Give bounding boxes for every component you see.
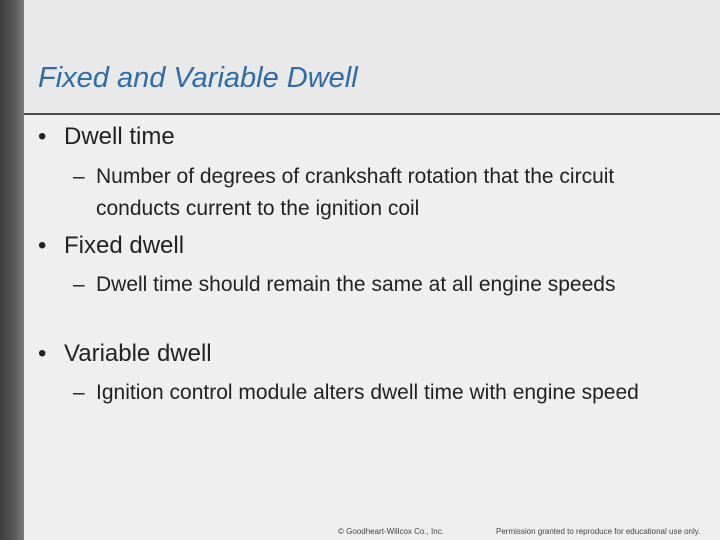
sub-bullet-text: Number of degrees of crankshaft rotation that the circuit conducts current to the ignition coil — [96, 165, 615, 220]
sub-bullet-dwell-time — [73, 161, 703, 225]
footer-copyright: © Goodheart-Willcox Co., Inc. — [338, 527, 444, 536]
bullet-text: Variable dwell — [64, 340, 212, 367]
sub-bullet-glyph: – — [73, 165, 85, 188]
bullet-dwell-time — [38, 123, 175, 151]
bullet-text: Fixed dwell — [64, 232, 185, 259]
slide-title: Fixed and Variable Dwell — [38, 62, 358, 94]
bullet-glyph: • — [38, 232, 47, 259]
sub-bullet-fixed-dwell — [73, 269, 703, 301]
sub-bullet-glyph: – — [73, 273, 85, 296]
sub-bullet-text: Ignition control module alters dwell time with engine speed — [96, 381, 639, 404]
sub-bullet-variable-dwell — [73, 377, 703, 409]
sub-bullet-glyph: – — [73, 381, 85, 404]
bullet-fixed-dwell — [38, 232, 184, 260]
bullet-text: Dwell time — [64, 123, 175, 150]
footer-permission: Permission granted to reproduce for educational use only. — [496, 527, 701, 536]
bullet-glyph: • — [38, 123, 47, 150]
sub-bullet-text: Dwell time should remain the same at all engine speeds — [96, 273, 616, 296]
bullet-variable-dwell — [38, 340, 212, 368]
bullet-glyph: • — [38, 340, 47, 367]
